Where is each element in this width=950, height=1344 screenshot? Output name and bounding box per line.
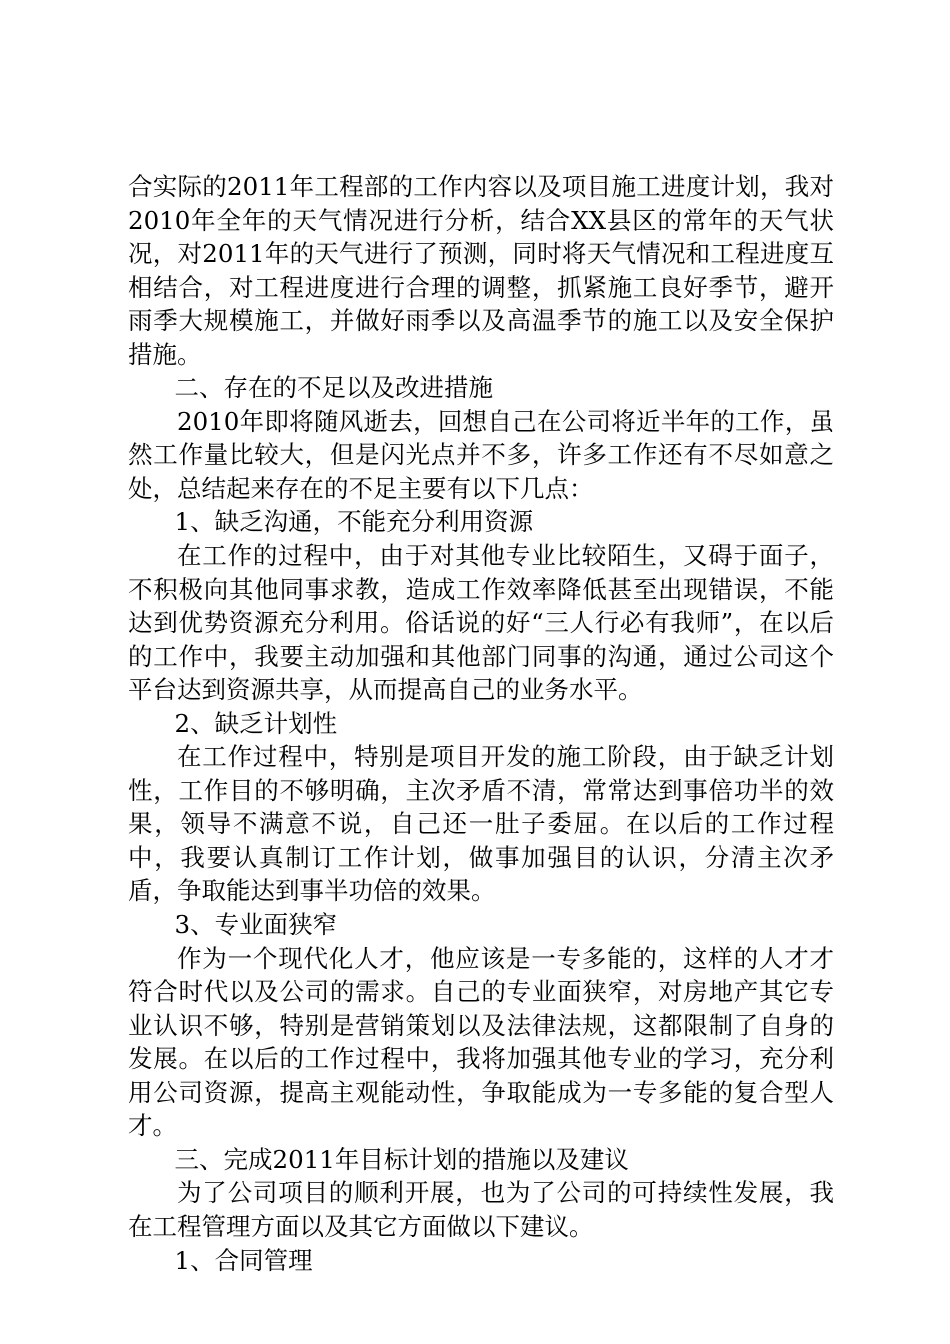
document-page <box>128 170 834 1277</box>
paragraph-shortcomings-intro: 2010年即将随风逝去，回想自己在公司将近半年的工作，虽然工作量比较大，但是闪光点并不多，许多工作还有不尽如意之处，总结起来存在的不足主要有以下几点： <box>128 406 834 503</box>
paragraph-suggestions-intro: 为了公司项目的顺利开展，也为了公司的可持续性发展，我在工程管理方面以及其它方面做以下建议。 <box>128 1178 834 1241</box>
subheading-narrow-expertise: 3、专业面狭窄 <box>174 910 338 940</box>
paragraph-communication: 在工作的过程中，由于对其他专业比较陌生，又碍于面子，不积极向其他同事求教，造成工作效率降低甚至出现错误，不能达到优势资源充分利用。俗话说的好“三人行必有我师”，在以后的工作中，我要主动加强和其他部门同事的沟通，通过公司这个平台达到资源共享，从而提高自己的业务水平。 <box>128 541 834 705</box>
paragraph-expertise: 作为一个现代化人才，他应该是一专多能的，这样的人才才符合时代以及公司的需求。自己的专业面狭窄，对房地产其它专业认识不够，特别是营销策划以及法律法规，这都限制了自身的发展。在以后的工作过程中，我将加强其他专业的学习，充分利用公司资源，提高主观能动性，争取能成为一专多能的复合型人才。 <box>128 943 834 1141</box>
paragraph-weather-plan: 合实际的2011年工程部的工作内容以及项目施工进度计划，我对2010年全年的天气情况进行分析，结合XX县区的常年的天气状况，对2011年的天气进行了预测，同时将天气情况和工程进度互相结合，对工程进度进行合理的调整，抓紧施工良好季节，避开雨季大规模施工，并做好雨季以及高温季节的施工以及安全保护措施。 <box>128 172 834 369</box>
subheading-lack-of-planning: 2、缺乏计划性 <box>174 708 338 738</box>
paragraph-planning: 在工作过程中，特别是项目开发的施工阶段，由于缺乏计划性，工作目的不够明确，主次矛盾不清，常常达到事倍功半的效果，领导不满意不说，自己还一肚子委屈。在以后的工作过程中，我要认真制订工作计划，做事加强目的认识，分清主次矛盾，争取能达到事半功倍的效果。 <box>128 742 834 906</box>
section-heading-2011-measures: 三、完成2011年目标计划的措施以及建议 <box>174 1144 629 1174</box>
subheading-lack-of-communication: 1、缺乏沟通，不能充分利用资源 <box>174 507 534 537</box>
subheading-contract-management: 1、合同管理 <box>174 1245 313 1275</box>
section-heading-shortcomings: 二、存在的不足以及改进措施 <box>174 373 494 403</box>
